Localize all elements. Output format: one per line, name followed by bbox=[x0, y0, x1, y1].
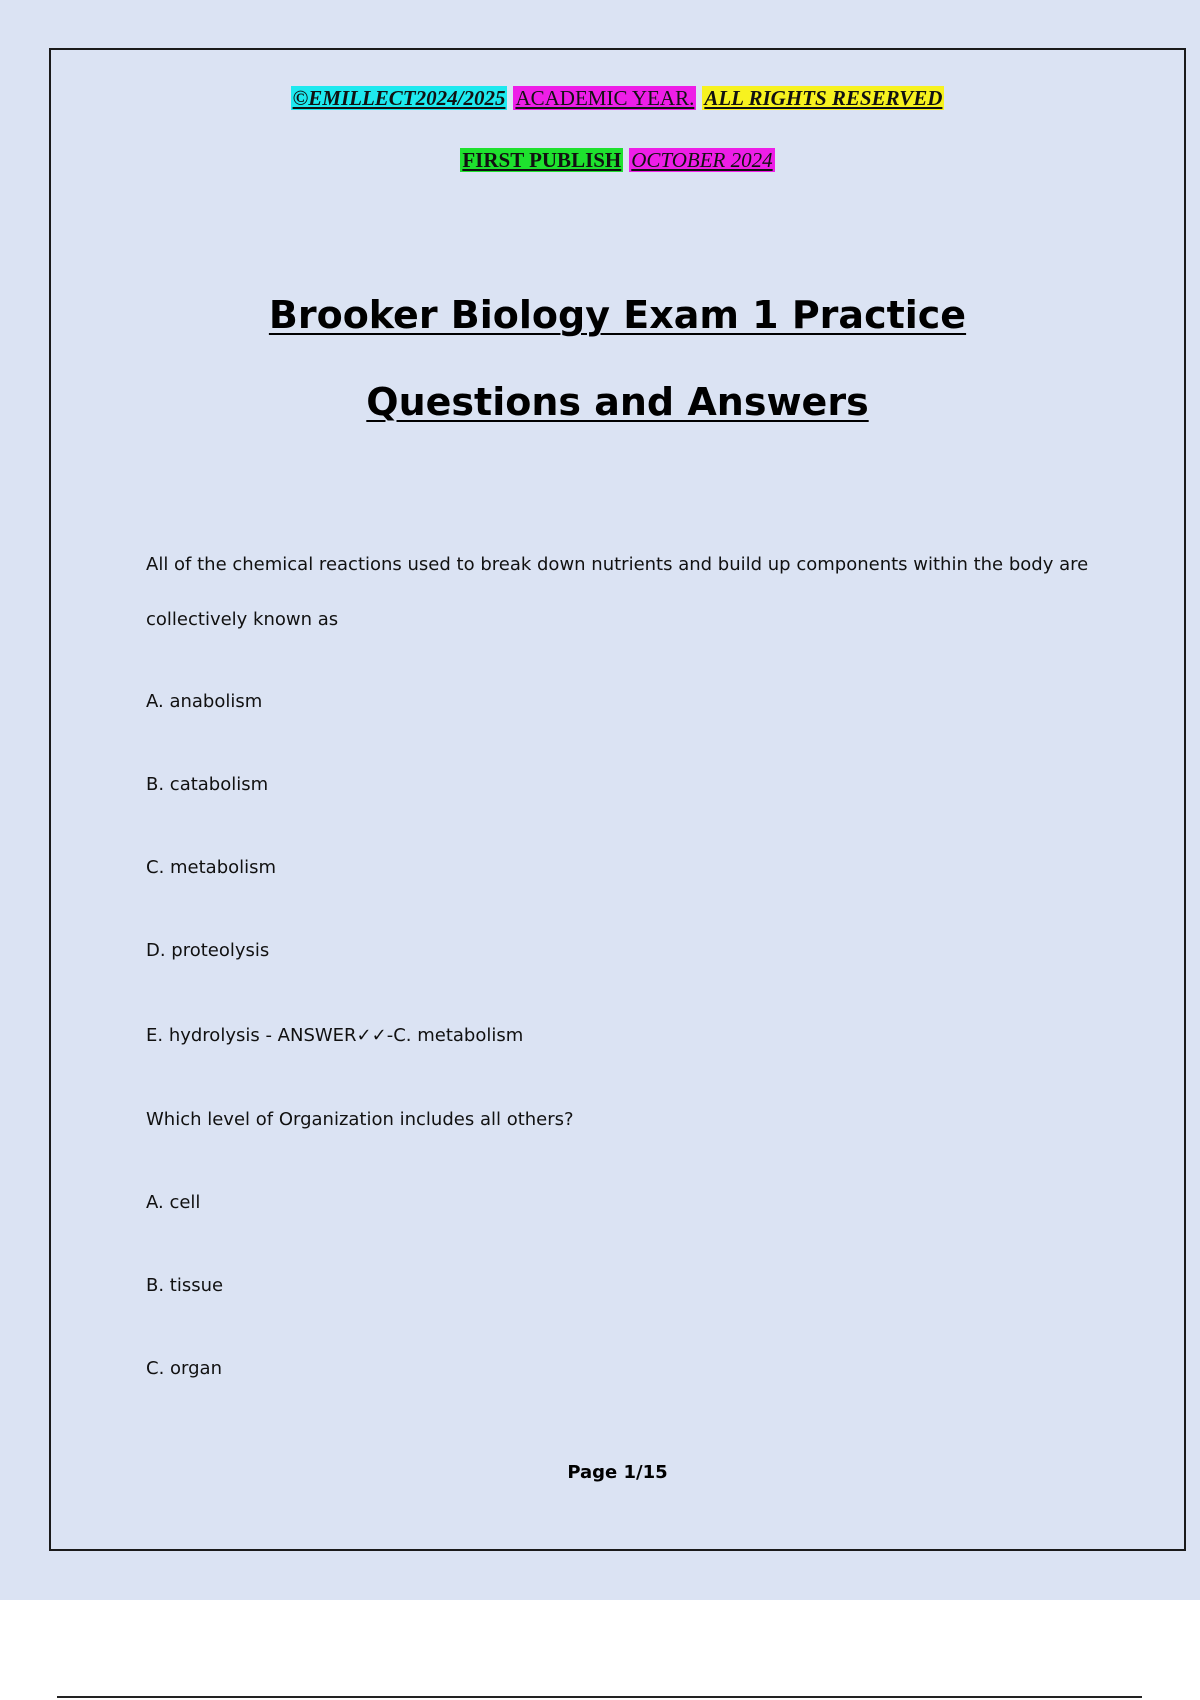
question-2-text: Which level of Organization includes all others? bbox=[146, 1109, 574, 1130]
bottom-divider-line bbox=[57, 1696, 1142, 1698]
question-2-option-c: C. organ bbox=[146, 1358, 222, 1379]
header-publish-line bbox=[51, 147, 1184, 173]
header-copyright-line bbox=[51, 85, 1184, 111]
question-1-text-line-1: All of the chemical reactions used to break down nutrients and build up components within the body are bbox=[146, 554, 1089, 575]
document-title-line-2: Questions and Answers bbox=[366, 380, 869, 424]
document-title-line-1: Brooker Biology Exam 1 Practice bbox=[268, 293, 967, 337]
question-2-option-a: A. cell bbox=[146, 1192, 201, 1213]
question-1-text-line-2: collectively known as bbox=[146, 609, 339, 630]
question-2-option-b: B. tissue bbox=[146, 1275, 224, 1296]
rights-reserved-highlight: ALL RIGHTS RESERVED bbox=[704, 86, 943, 110]
page-number: Page 1/15 bbox=[567, 1462, 668, 1483]
publish-date-highlight: OCTOBER 2024 bbox=[631, 148, 773, 172]
question-1-option-e-answer: E. hydrolysis - ANSWER✓✓-C. metabolism bbox=[146, 1025, 524, 1046]
question-1-option-c: C. metabolism bbox=[146, 857, 277, 878]
copyright-highlight: ©EMILLECT2024/2025 bbox=[292, 86, 506, 110]
question-1-option-a: A. anabolism bbox=[146, 691, 263, 712]
question-1-option-d: D. proteolysis bbox=[146, 940, 270, 961]
academic-year-highlight: ACADEMIC YEAR. bbox=[515, 86, 695, 110]
question-1-option-b: B. catabolism bbox=[146, 774, 269, 795]
page-border-frame bbox=[49, 48, 1186, 1551]
first-publish-highlight: FIRST PUBLISH bbox=[462, 148, 622, 172]
